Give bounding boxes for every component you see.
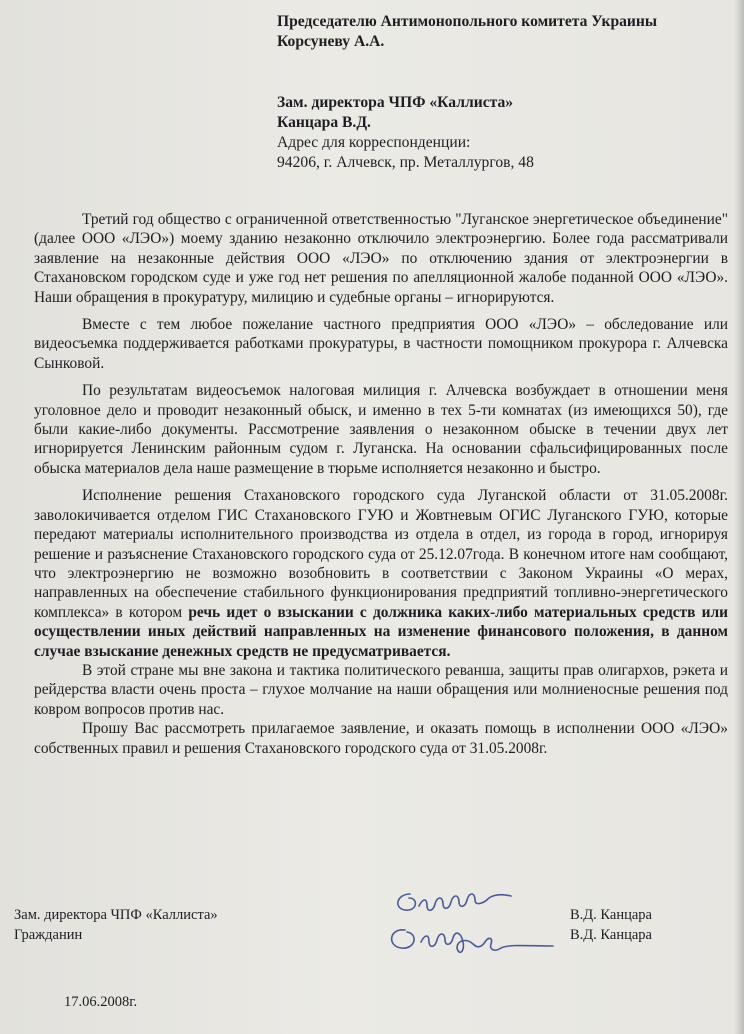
signatory-name-2: В.Д. Канцара — [570, 927, 652, 943]
signatory-names — [570, 905, 652, 945]
paragraph-4-text: Исполнение решения Стахановского городского суда Луганской области от 31.05.2008г. заволокичивается отделом ГИС Стахановского ГУЮ и Жовтневым ОГИС Луганского ГУЮ, которые передают материалы исполнительного производства из отдела в отдел, из города в город, игнорируя решение и разъяснение Стахановского городского суда от 25.12.07года. В конечном итоге нам сообщают, что электроэнергию не возможно возобновить в соответствии с Законом Украины «О мерах, направленных на обеспечение стабильного функционирования предприятий топливно-энергетического комплекса» в котором — [34, 487, 728, 621]
address-value: 94206, г. Алчевск, пр. Металлургов, 48 — [277, 154, 534, 171]
sender-title: Зам. директора ЧПФ «Каллиста» — [277, 94, 514, 111]
handwritten-signature — [375, 872, 570, 962]
paragraph-3: По результатам видеосъемок налоговая милиция г. Алчевска возбуждает в отношении меня уголовное дело и проводит незаконный обыск, и именно в тех 5-ти комнатах (из имеющихся 50), где были какие-либо документы. Рассмотрение заявления о незаконном обыске в течении двух лет игнорируется Ленинским районным судом г. Луганска. На основании сфальсифицированных после обыска материалов дела наше размещение в тюрьме исполняется незаконно и быстро. — [34, 382, 728, 477]
paragraph-6: Прошу Вас рассмотреть прилагаемое заявление, и оказать помощь в исполнении ООО «ЛЭО» собственных правил и решения Стахановского городского суда от 31.05.2008г. — [34, 720, 728, 757]
signatory-name-1: В.Д. Канцара — [570, 907, 652, 923]
addressee-block — [277, 12, 657, 52]
addressee-title: Председателю Антимонопольного комитета Украины — [277, 13, 658, 30]
paragraph-4 — [34, 486, 728, 661]
paragraph-4-bold: речь идет о взыскании с должника каких-либо материальных средств или осуществлении иных действий направленных на изменение финансового положения, в данном случае взыскание денежных средств не предусматривается. — [34, 603, 728, 660]
paragraph-5: В этой стране мы вне закона и тактика политического реванша, защиты прав олигархов, рэкета и рейдерства власти очень проста – глухое молчание на наши обращения или молниеносные решения под ковром вопросов против нас. — [34, 661, 728, 718]
letter-date: 17.06.2008г. — [64, 994, 138, 1010]
signatory-roles — [14, 905, 218, 945]
address-label: Адрес для корреспонденции: — [277, 134, 471, 151]
sender-name: Канцара В.Д. — [277, 114, 371, 131]
sender-block — [277, 93, 534, 173]
signatory-role-2: Гражданин — [14, 927, 83, 943]
signatory-role-1: Зам. директора ЧПФ «Каллиста» — [14, 907, 218, 923]
addressee-name: Корсуневу А.А. — [277, 33, 385, 50]
letter-body — [34, 210, 728, 758]
paragraph-2: Вместе с тем любое пожелание частного предприятия ООО «ЛЭО» – обследование или видеосъемка поддерживается работками прокуратуры, в частности помощником прокурора г. Алчевска Сынковой. — [34, 316, 728, 372]
paragraph-1: Третий год общество с ограниченной ответственностью "Луганское энергетическое объединение" (далее ООО «ЛЭО») моему зданию незаконно отключило электроэнергию. Более года рассматривали заявление на незаконные действия ООО «ЛЭО» по отключению здания от электроэнергии в Стахановском городском суде и уже год нет решения по апелляционной жалобе поданной ООО «ЛЭО». Наши обращения в прокуратуру, милицию и судебные органы – игнорируются. — [34, 211, 728, 306]
